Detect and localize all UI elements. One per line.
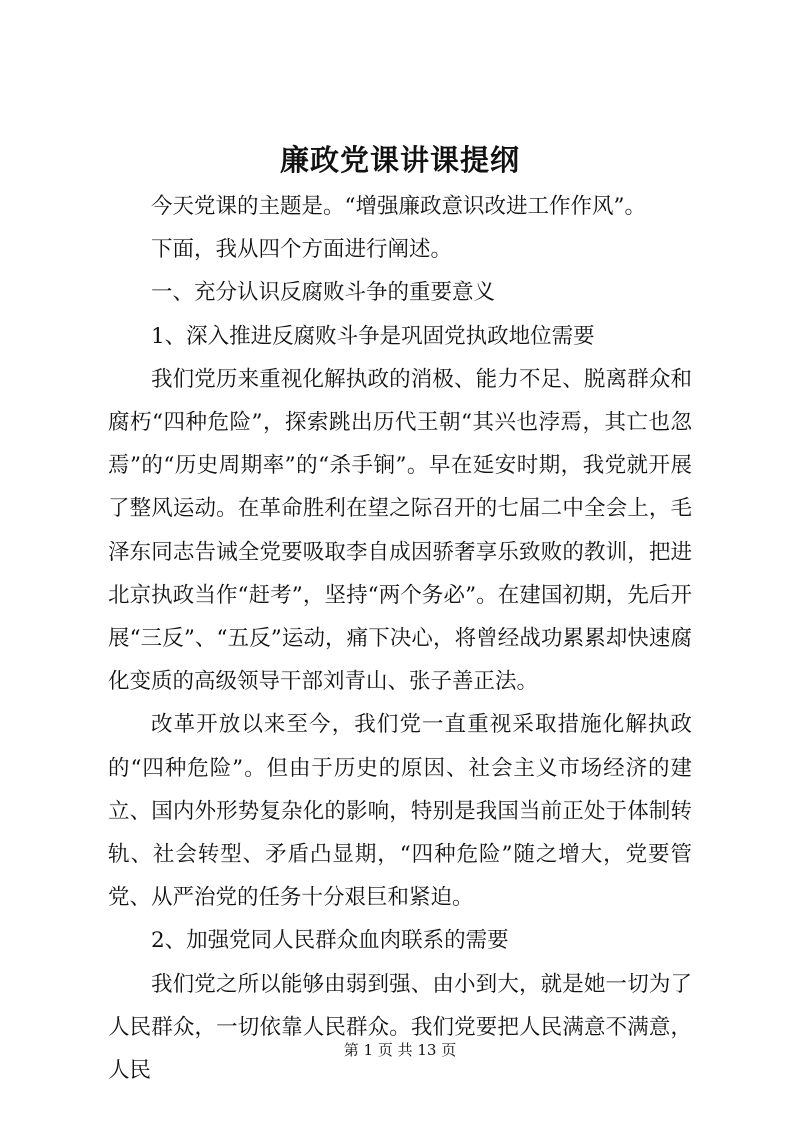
paragraph-theme: 今天党课的主题是。“增强廉政意识改进工作作风”。 <box>151 194 646 219</box>
document-body <box>108 185 692 1092</box>
page-number-footer: 第 1 页 共 13 页 <box>343 1041 457 1059</box>
document-title: 廉政党课讲课提纲 <box>279 143 520 177</box>
paragraph-reform: 改革开放以来至今，我们党一直重视采取措施化解执政的“四种危险”。但由于历史的原因、社会主义市场经济的建立、国内外形势复杂化的影响，特别是我国当前正处于体制转轨、社会转型、矛盾凸显期，“四种危险”随之增大，党要管党、从严治党的任务十分艰巨和紧迫。 <box>108 712 692 911</box>
subheading-1: 1、深入推进反腐败斗争是巩固党执政地位需要 <box>151 323 595 349</box>
paragraph-intro: 下面，我从四个方面进行阐述。 <box>151 237 453 263</box>
paragraph-history: 我们党历来重视化解执政的消极、能力不足、脱离群众和腐朽“四种危险”，探索跳出历代王朝“其兴也浡焉，其亡也忽焉”的“历史周期率”的“杀手锏”。早在延安时期，我党就开展了整风运动。在革命胜利在望之际召开的七届二中全会上，毛泽东同志告诫全党要吸取李自成因骄奢享乐致败的教训，把进北京执政当作“赶考”，坚持“两个务必”。在建国初期，先后开展“三反”、“五反”运动，痛下决心，将曾经战功累累却快速腐化变质的高级领导干部刘青山、张子善正法。 <box>108 366 692 695</box>
subheading-2: 2、加强党同人民群众血肉联系的需要 <box>151 928 509 954</box>
paragraph-masses: 我们党之所以能够由弱到强、由小到大，就是她一切为了人民群众，一切依靠人民群众。我们党要把人民满意不满意，人民 <box>108 971 692 1084</box>
section-heading-1: 一、充分认识反腐败斗争的重要意义 <box>151 280 496 306</box>
